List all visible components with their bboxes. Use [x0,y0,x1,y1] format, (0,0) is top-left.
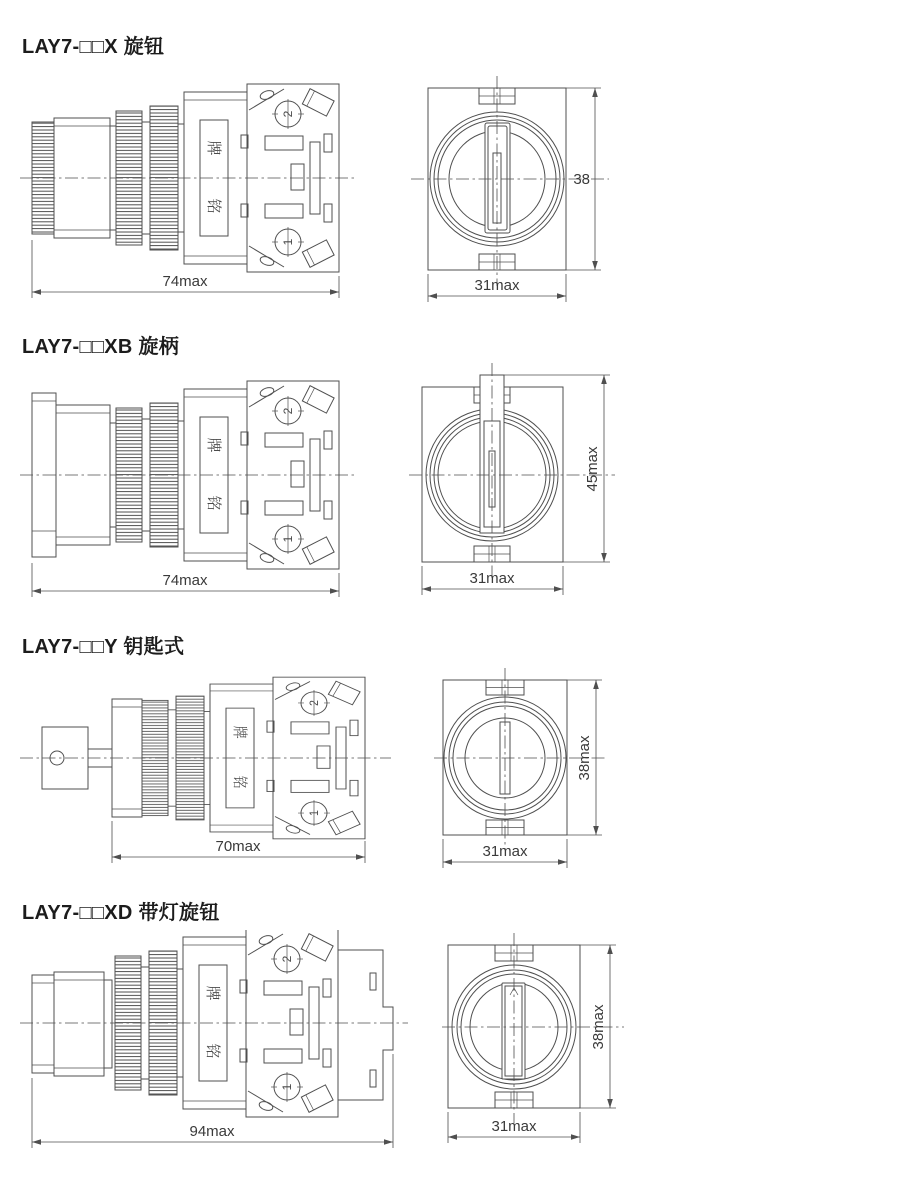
height-dim-label: 38max [590,1004,607,1050]
section-title-1: LAY7-□□X 旋钮 [22,36,165,58]
lamp-housing [338,950,393,1100]
side-view-drawing-4 [18,930,410,1155]
screw-number-bottom: 1 [308,810,322,816]
screw-number-bottom: 1 [281,238,295,246]
screw-number-top: 2 [281,407,295,415]
length-dimension [32,563,339,597]
front-view-drawing-2 [405,363,620,608]
length-dim-label: 74max [162,572,208,589]
section-title-4: LAY7-□□XD 带灯旋钮 [22,902,220,924]
length-dimension [112,821,365,863]
front-view-drawing-1 [405,76,620,308]
terminal-block [240,930,338,1117]
nameplate-char-bottom: 铭 [205,198,222,214]
width-dim-label: 31max [482,843,528,860]
nameplate-char-top: 牌 [204,985,221,1001]
screw-number-bottom: 1 [280,1083,294,1091]
screw-number-top: 2 [308,700,322,706]
length-dim-label: 94max [189,1123,235,1140]
length-dim-label: 74max [162,273,208,290]
illuminated-knob-bar [502,983,525,1079]
width-dim-label: 31max [474,277,520,294]
screw-number-top: 2 [280,955,294,963]
length-dimension [32,240,339,298]
nameplate-char-top: 牌 [205,437,222,453]
height-dimension [580,945,616,1108]
front-view-drawing-4 [438,933,633,1151]
height-dim-label: 38 [573,171,590,188]
section-title-2: LAY7-□□XB 旋柄 [22,336,180,358]
screw-number-top: 2 [281,110,295,118]
side-view-drawing-1 [18,78,358,308]
nameplate-char-bottom: 铭 [205,495,222,511]
height-dim-label: 45max [584,446,601,492]
width-dimension [422,566,563,595]
height-dimension [504,375,610,562]
side-view-drawing-2 [18,375,358,607]
width-dim-label: 31max [469,570,515,587]
length-dim-label: 70max [215,838,261,855]
width-dim-label: 31max [491,1118,537,1135]
front-view-drawing-3 [430,668,615,873]
screw-number-bottom: 1 [281,535,295,543]
section-title-3: LAY7-□□Y 钥匙式 [22,636,185,658]
side-view-drawing-3 [18,663,393,868]
width-dimension [443,839,567,868]
selector-knob [485,123,510,233]
nameplate-char-bottom: 铭 [204,1043,221,1059]
illuminated-knob [32,972,112,1076]
height-dim-label: 38max [576,735,593,781]
nameplate-char-bottom: 铭 [231,775,249,789]
width-dimension [428,274,566,302]
nameplate-char-top: 牌 [205,140,222,156]
nameplate-char-top: 牌 [231,725,249,739]
height-dimension [567,680,602,835]
